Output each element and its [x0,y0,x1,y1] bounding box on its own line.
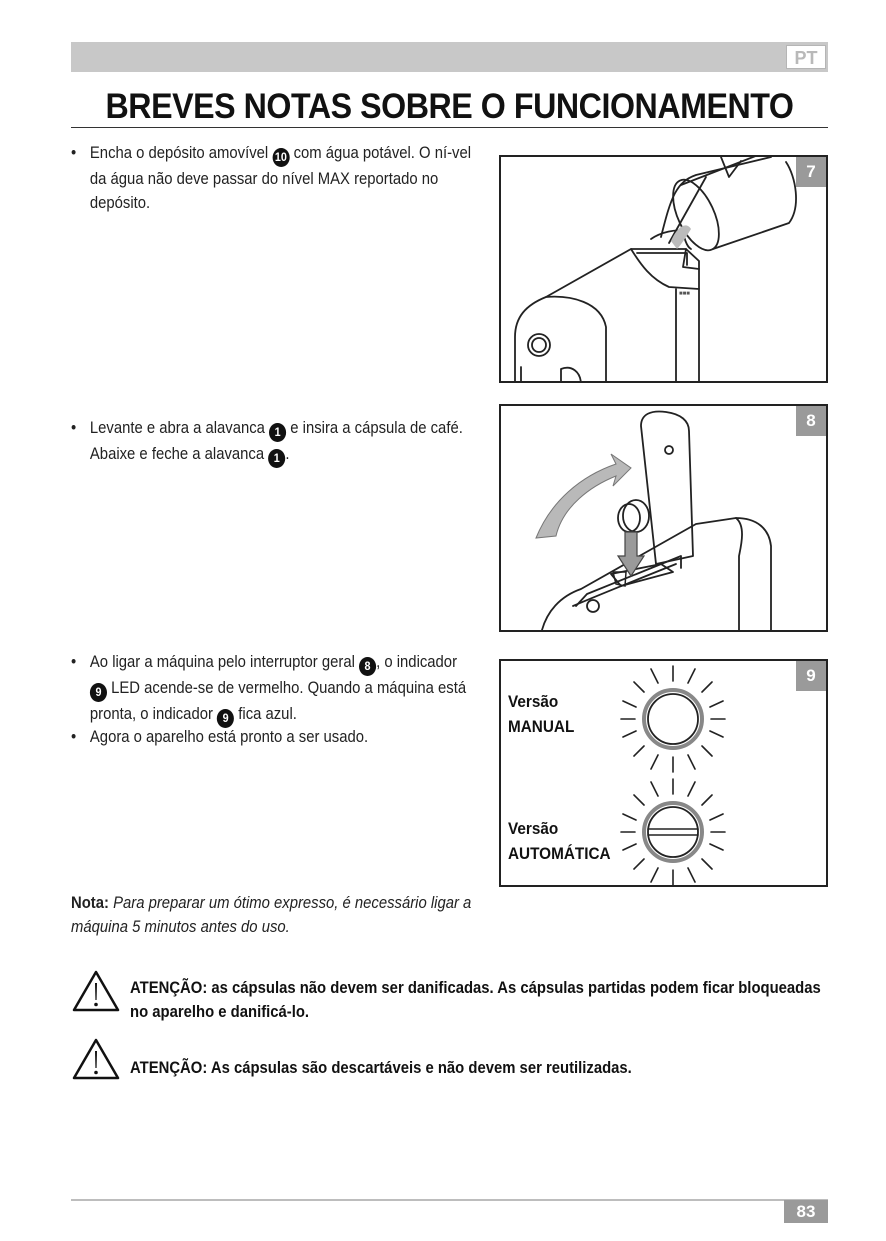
ref-number-badge: 1 [268,449,285,468]
warning-triangle-icon [71,969,121,1013]
label-line: Versão [508,819,559,838]
header-bar [71,42,828,72]
bullet-text [90,141,477,215]
warning-text: ATENÇÃO: as cápsulas não devem ser danificadas. As cápsulas partidas podem ficar bloqueadas no aparelho e danificá-lo. [130,979,821,1021]
text-run: e insira a cápsula de café. Abaixe e feche a alavanca [89,419,463,463]
text-run: , o indicador [376,653,458,671]
footer-rule [71,1199,828,1201]
text-run: com água potável. O ní-vel da água não deve passar do nível MAX reportado no depósito. [89,144,472,212]
figure-number: 8 [796,406,826,436]
title-rule [71,127,828,128]
bullet-marker: • [71,653,77,671]
ref-number-badge: 10 [272,148,289,167]
ref-number-badge: 1 [269,423,286,442]
figure-7 [499,155,828,383]
page-number: 83 [784,1200,828,1223]
insert-capsule-illustration [501,406,828,632]
manual-version-label [508,689,574,739]
text-run: Levante e abra a alavanca [89,419,270,437]
label-line: MANUAL [508,717,575,736]
text-run: Ao ligar a máquina pelo interruptor geral [89,653,360,671]
bullet-text: Agora o aparelho está pronto a ser usado. [89,728,369,746]
text-run: Encha o depósito amovível [89,144,273,162]
figure-8 [499,404,828,632]
label-line: Versão [508,692,559,711]
note-label: Nota: [71,894,109,912]
ref-number-badge: 8 [359,657,376,676]
bullet-text [90,650,477,728]
bullet-marker: • [71,144,77,162]
text-run: . [285,445,290,463]
text-run: fica azul. [234,705,297,723]
page-title: BREVES NOTAS SOBRE O FUNCIONAMENTO [105,87,794,126]
ref-number-badge: 9 [90,683,107,702]
label-line: AUTOMÁTICA [508,844,611,863]
bullet-marker: • [71,728,77,746]
note-text: Para preparar um ótimo expresso, é necessário ligar a máquina 5 minutos antes do uso. [71,894,472,936]
bullet-text [90,416,477,468]
bullet-marker: • [71,419,77,437]
language-tag: PT [786,45,826,69]
warning-text: ATENÇÃO: As cápsulas são descartáveis e não devem ser reutilizadas. [130,1059,632,1077]
fill-water-tank-illustration [501,157,828,383]
text-run: LED acende-se de vermelho. Quando a máquina está pronta, o indicador [89,679,467,723]
automatic-version-label [508,816,611,866]
figure-number: 9 [796,661,826,691]
figure-9 [499,659,828,887]
warning-triangle-icon [71,1037,121,1081]
figure-number: 7 [796,157,826,187]
svg-text:■■■: ■■■ [679,291,690,297]
ref-number-badge: 9 [217,709,234,728]
note [71,891,485,939]
